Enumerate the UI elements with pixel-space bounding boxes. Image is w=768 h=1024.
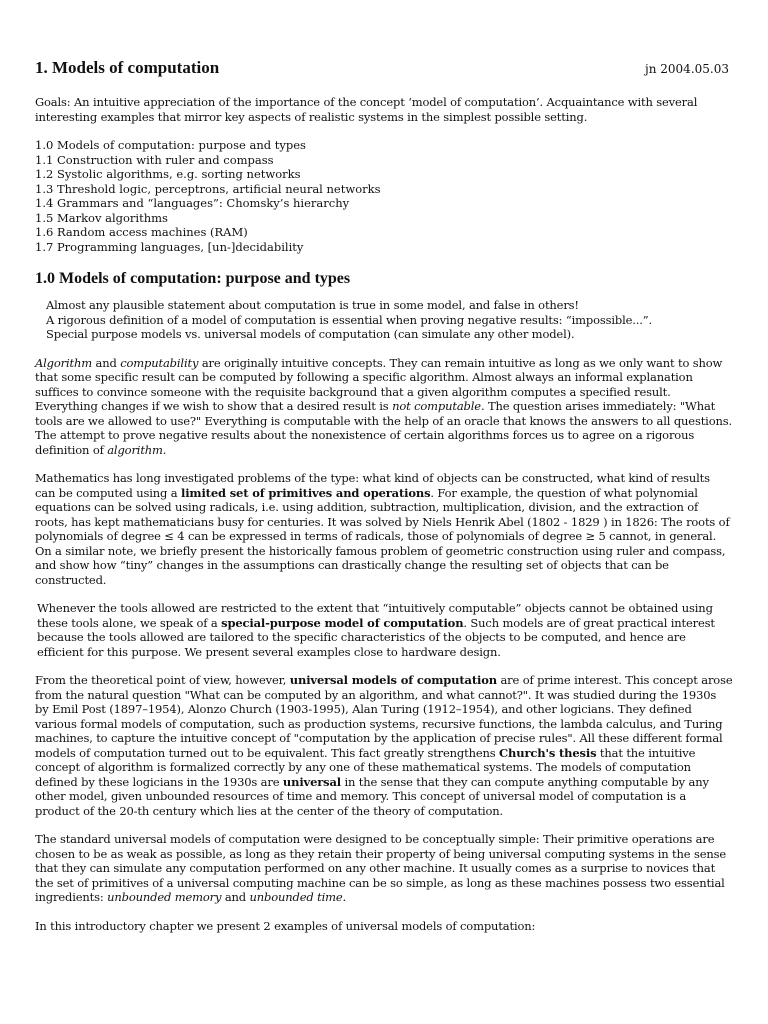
text-run: in the sense that they can compute anything computable by any other model, given unbounded resources of time and memory. This concept of universal model of computation is a product of the 20-th century which lies at the center of the theory of computation. (35, 774, 709, 818)
intro-line: A rigorous definition of a model of computation is essential when proving negative results: “impossible...”. (46, 312, 653, 327)
chapter-title: 1. Models of computation (35, 58, 220, 77)
text-run: . Such models are of great practical interest because the tools allowed are tailored to the specific characteristics of the objects to be computed, and hence are efficient for this purpose. We present several examples close to hardware design. (37, 615, 715, 659)
term-algorithm: Algorithm (35, 355, 93, 370)
section-title: 1.0 Models of computation: purpose and types (35, 270, 351, 287)
title-row (35, 58, 733, 78)
term-not-computable: not computable (392, 399, 481, 413)
term-limited-set: limited set of primitives and operations (180, 485, 431, 500)
term-algorithm-2: algorithm (107, 442, 163, 457)
text-run: Whenever the tools allowed are restricted to the extent that “intuitively computable” objects cannot be obtained using these tools alone, we speak of a (37, 601, 713, 630)
author-date: jn 2004.05.03 (645, 62, 729, 76)
paragraph-introductory: In this introductory chapter we present 2 examples of universal models of computation: (35, 918, 536, 933)
text-run: . For example, the question of what polynomial equations can be solved using radicals, i.e. using addition, subtraction, multiplication, division, and the extraction of roots, has kept mathematicians busy for centuries. It was solved by Niels Henrik Abel (1802 - 1829 ) in 1826: The roots of polynomials of degree ≤ 4 can be expressed in terms of radicals, those of polynomials of degree ≥ 5 cannot, in general. On a similar note, we briefly present the historically famous problem of geometric construction using ruler and compass, and show how “tiny” changes in the assumptions can drastically change the resulting set of objects that can be constructed. (35, 485, 730, 587)
intro-line: Almost any plausible statement about computation is true in some model, and false in others! (46, 298, 579, 312)
term-unbounded-time: unbounded time (249, 890, 343, 904)
paragraph-special-purpose (35, 601, 733, 659)
term-special-purpose: special-purpose model of computation (221, 615, 464, 630)
text-run: From the theoretical point of view, however, (35, 673, 290, 687)
term-computability: computability (120, 355, 199, 370)
text-run: . (342, 890, 347, 904)
toc-item: 1.0 Models of computation: purpose and types (35, 138, 306, 152)
intro-block (35, 298, 733, 342)
text-run: are of prime interest. This concept arose from the natural question "What can be computed by an algorithm, and what cannot?". It was studied during the 1930s by Emil Post (1897–1954), Alonzo Church (1903-1995), Alan Turing (1912–1954), and other logicians. They defined various formal models of computation, such as production systems, recursive functions, the lambda calculus, and Turing machines, to capture the intuitive concept of "computation by the application of precise rules". All these different formal models of computation turned out to be equivalent. This fact greatly strengthens (35, 673, 733, 760)
paragraph-universal (35, 673, 733, 818)
text-run: and (221, 890, 250, 904)
text-run: that the intuitive concept of algorithm is formalized correctly by any one of these mathematical systems. The models of computation defined by these logicians in the 1930s are (35, 745, 696, 789)
text-run: and (92, 355, 121, 370)
term-universal: universal (282, 774, 341, 789)
toc-item: 1.4 Grammars and “languages”: Chomsky’s hierarchy (35, 196, 350, 210)
term-churchs-thesis: Church's thesis (499, 745, 597, 760)
paragraph-standard-models (35, 832, 733, 905)
text-run: are originally intuitive concepts. They can remain intuitive as long as we only want to show that some specific result can be computed by following a specific algorithm. Almost always an informal explanation suffices to convince someone with the requisite background that a given algorithm computes a specified result. Everything changes if we wish to show that a desired result is (35, 355, 723, 413)
intro-line: Special purpose models vs. universal models of computation (can simulate any other model). (46, 327, 575, 341)
term-universal-models: universal models of computation (289, 673, 497, 687)
term-unbounded-memory: unbounded memory (107, 890, 222, 904)
toc-item: 1.5 Markov algorithms (35, 210, 168, 225)
goals-paragraph: Goals: An intuitive appreciation of the importance of the concept ‘model of computation’. Acquaintance with several interesting examples that mirror key aspects of realistic systems in the simplest possible setting. (35, 95, 698, 124)
paragraph-mathematics (35, 471, 733, 587)
text-run: . The question arises immediately: "What tools are we allowed to use?" Everything is computable with the help of an oracle that knows the answers to all questions. The attempt to prove negative results about the nonexistence of certain algorithms forces us to agree on a rigorous definition of (35, 399, 732, 457)
toc-item: 1.3 Threshold logic, perceptrons, artificial neural networks (35, 181, 381, 196)
text-run: . (162, 442, 167, 457)
text-run: The standard universal models of computation were designed to be conceptually simple: Their primitive operations are chosen to be as weak as possible, as long as they retain their property of being universal computing systems in the sense that they can simulate any computation performed on any other machine. It usually comes as a surprise to novices that the set of primitives of a universal computing machine can be so simple, as long as these machines possess two essential ingredients: (35, 832, 727, 904)
document-page (35, 58, 733, 933)
toc-item: 1.7 Programming languages, [un-]decidability (35, 239, 304, 254)
paragraph-algorithm (35, 356, 733, 458)
toc-item: 1.1 Construction with ruler and compass (35, 152, 274, 167)
toc-item: 1.6 Random access machines (RAM) (35, 225, 248, 239)
toc-item: 1.2 Systolic algorithms, e.g. sorting networks (35, 167, 301, 181)
table-of-contents (35, 138, 733, 254)
text-run: Mathematics has long investigated problems of the type: what kind of objects can be constructed, what kind of results can be computed using a (35, 471, 710, 500)
